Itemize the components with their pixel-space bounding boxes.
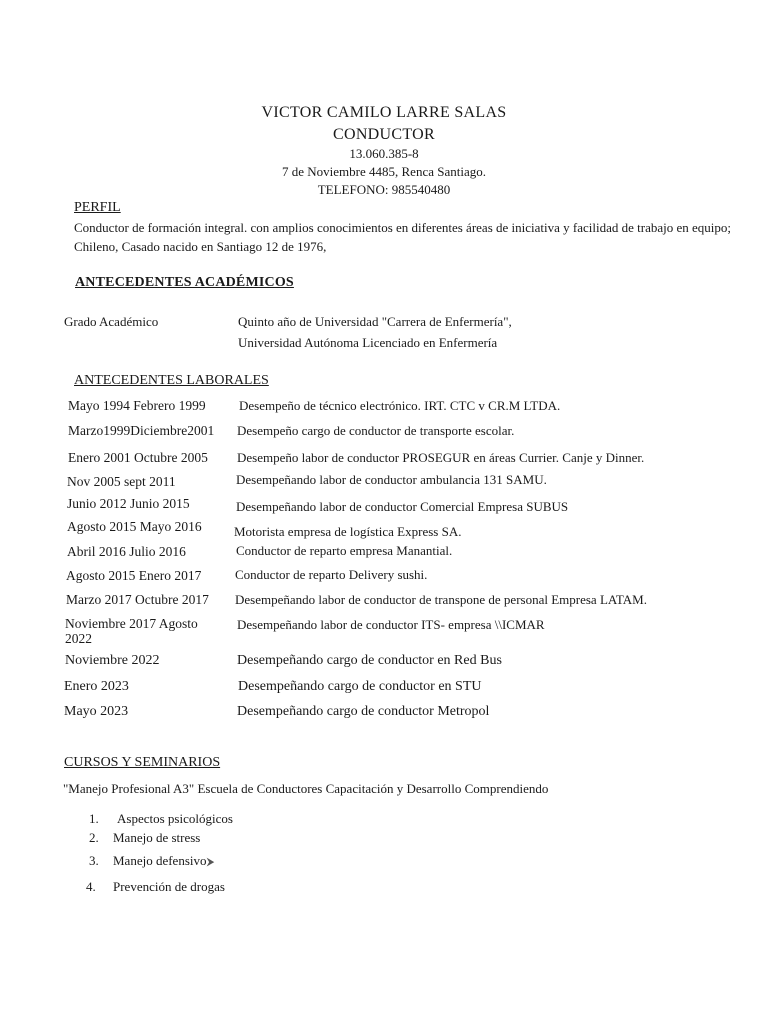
- course-item: [113, 853, 214, 869]
- job-entry: [0, 704, 768, 726]
- job-dates: Nov 2005 sept 2011: [67, 474, 176, 489]
- job-description: Desempeñando cargo de conductor Metropol: [237, 704, 490, 719]
- job-description: Desempeñando labor de conductor ITS- empresa \\ICMAR: [237, 617, 545, 632]
- cursos-intro: "Manejo Profesional A3" Escuela de Conductores Capacitación y Desarrollo Comprendiendo: [63, 781, 549, 796]
- job-description: Conductor de reparto Delivery sushi.: [235, 567, 428, 582]
- job-description: Desempeñando cargo de conductor en STU: [238, 679, 482, 694]
- job-entry: [0, 592, 768, 614]
- job-entry: [0, 568, 768, 590]
- job-entry: [0, 474, 768, 496]
- job-entry: [0, 679, 768, 701]
- academicos-heading: ANTECEDENTES ACADÉMICOS: [75, 275, 294, 290]
- course-item: Prevención de drogas: [113, 879, 225, 894]
- cursos-heading: CURSOS Y SEMINARIOS: [64, 755, 221, 770]
- job-description: Desempeño labor de conductor PROSEGUR en áreas Currier. Canje y Dinner.: [237, 450, 645, 465]
- job-dates: Noviembre 2022: [65, 653, 160, 668]
- job-entry: [0, 616, 768, 646]
- course-item-text: Manejo defensivo: [113, 853, 207, 868]
- job-dates: Junio 2012 Junio 2015: [67, 496, 190, 511]
- academicos-line-1: Quinto año de Universidad "Carrera de Enfermería",: [238, 314, 512, 329]
- job-description: Desempeño cargo de conductor de transporte escolar.: [237, 423, 515, 438]
- job-description: Desempeño de técnico electrónico. IRT. CTC v CR.M LTDA.: [239, 398, 561, 413]
- job-entry: [0, 544, 768, 566]
- job-dates: Agosto 2015 Enero 2017: [66, 568, 202, 583]
- laborales-heading: ANTECEDENTES LABORALES: [74, 373, 269, 388]
- job-entry: [0, 450, 768, 472]
- course-item: Aspectos psicológicos: [117, 811, 233, 826]
- academicos-label: Grado Académico: [64, 314, 159, 329]
- candidate-title: CONDUCTOR: [333, 126, 435, 143]
- job-dates: Noviembre 2017 Agosto 2022: [65, 616, 198, 646]
- job-dates: Abril 2016 Julio 2016: [67, 544, 186, 559]
- course-item-number: 4.: [86, 879, 96, 894]
- job-dates: Marzo 2017 Octubre 2017: [66, 592, 209, 607]
- job-dates: Mayo 1994 Febrero 1999: [68, 398, 206, 413]
- perfil-text: Conductor de formación integral. con amplios conocimientos en diferentes áreas de iniciativa y facilidad de trabajo en equipo; Chileno, Casado nacido en Santiago 12 de 1976,: [74, 220, 731, 254]
- job-entry: [0, 496, 768, 518]
- job-dates: Marzo1999Diciembre2001: [68, 423, 215, 438]
- candidate-phone: TELEFONO: 985540480: [317, 182, 451, 197]
- job-dates: Enero 2023: [64, 679, 129, 694]
- candidate-rut: 13.060.385-8: [349, 146, 419, 161]
- arrow-glyph-icon: ⮞: [206, 856, 215, 868]
- perfil-heading: PERFIL: [74, 200, 121, 215]
- job-entry: [0, 653, 768, 675]
- course-item: Manejo de stress: [113, 830, 201, 845]
- job-entry: [0, 423, 768, 445]
- course-item-number: 3.: [89, 853, 99, 868]
- job-entry: [0, 398, 768, 420]
- academicos-line-2: Universidad Autónoma Licenciado en Enfermería: [238, 335, 498, 350]
- job-description: Desempeñando cargo de conductor en Red Bus: [237, 653, 502, 668]
- job-description: Desempeñando labor de conductor Comercial Empresa SUBUS: [236, 499, 569, 514]
- job-description: Desempeñando labor de conductor ambulancia 131 SAMU.: [236, 472, 547, 487]
- job-description: Conductor de reparto empresa Manantial.: [236, 543, 453, 558]
- course-item-number: 2.: [89, 830, 99, 845]
- candidate-name: VICTOR CAMILO LARRE SALAS: [261, 104, 507, 121]
- job-dates: Enero 2001 Octubre 2005: [68, 450, 208, 465]
- job-dates: Agosto 2015 Mayo 2016: [67, 519, 202, 534]
- job-dates: Mayo 2023: [64, 704, 129, 719]
- job-entry: [0, 519, 768, 541]
- course-item-number: 1.: [89, 811, 99, 826]
- candidate-address: 7 de Noviembre 4485, Renca Santiago.: [282, 164, 486, 179]
- job-description: Desempeñando labor de conductor de transpone de personal Empresa LATAM.: [235, 592, 647, 607]
- job-description: Motorista empresa de logística Express SA.: [234, 524, 462, 539]
